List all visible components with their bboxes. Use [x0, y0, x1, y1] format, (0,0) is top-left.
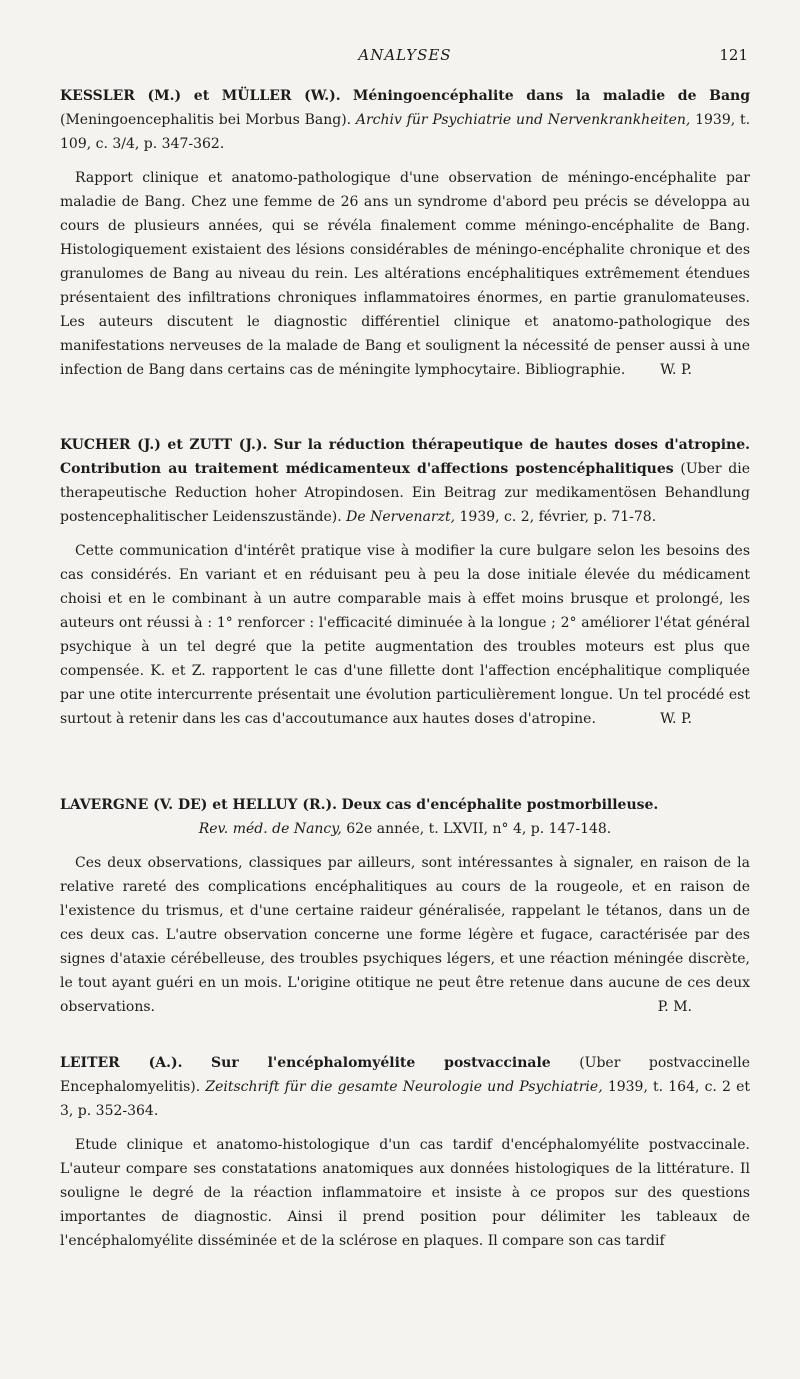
analysis-entry: [60, 433, 750, 731]
entry-signature: W. P.: [660, 711, 692, 727]
entry-journal: Archiv für Psychiatrie und Nervenkrankheiten,: [355, 112, 691, 128]
entry-source-line: [60, 817, 750, 841]
entry-title: Méningoencéphalite dans la maladie de Bang: [352, 88, 751, 104]
reference: [60, 433, 750, 529]
entry-authors: LEITER (A.).: [60, 1055, 183, 1071]
reference: [60, 1051, 750, 1123]
entry-citation: 1939, t. 109, c. 3/4, p. 347-362.: [60, 112, 751, 152]
analysis-entry: [60, 1051, 750, 1253]
entry-journal: Zeitschrift für die gesamte Neurologie und Psychiatrie,: [205, 1079, 603, 1095]
entry-title: Sur l'encéphalomyélite postvaccinale: [211, 1055, 551, 1071]
entry-body-text: Ces deux observations, classiques par ailleurs, sont intéressantes à signaler, en raison de la relative rareté des complications encéphalitiques au cours de la rougeole, et en raison de l'existence du trismus, et d'une certaine raideur généralisée, rappelant le tétanos, dans un de ces deux cas. L'autre observation concerne une forme légère et fugace, caractérisée par des signes d'ataxie cérébelleuse, des troubles psychiques légers, et une réaction méningée discrète, le tout ayant guéri en un mois. L'origine otitique ne peut être retenue dans aucune de ces deux observations.: [60, 855, 750, 1015]
entry-body-text: Etude clinique et anatomo-histologique d'un cas tardif d'encéphalomyélite postvaccinale. L'auteur compare ses constatations anatomiques aux données histologiques de la littérature. Il souligne le degré de la réaction inflammatoire et insiste à ce propos sur des questions importantes de diagnostic. Ainsi il prend position pour délimiter les tableaux de l'encéphalomyélite disséminée et de la sclérose en plaques. Il compare son cas tardif: [60, 1137, 750, 1249]
reference: [60, 84, 750, 156]
page-number: 121: [719, 46, 748, 64]
entry-citation: 1939, t. 164, c. 2 et 3, p. 352-364.: [60, 1079, 751, 1119]
entry-body: [60, 1133, 750, 1253]
entry-signature: P. M.: [657, 999, 692, 1015]
entry-authors: KUCHER (J.) et ZUTT (J.).: [60, 437, 268, 453]
journal-page: [60, 0, 750, 1379]
entry-body: [60, 539, 750, 731]
entry-title: Sur la réduction thérapeutique de hautes doses d'atropine. Contribution au traitement médicamenteux d'affections postencéphalitiques: [60, 437, 751, 477]
entry-title: Deux cas d'encéphalite postmorbilleuse.: [341, 797, 659, 813]
reference: [60, 793, 750, 841]
entry-citation: 1939, c. 2, février, p. 71-78.: [459, 509, 657, 525]
analysis-entry: [60, 793, 750, 1019]
entry-journal: Rev. méd. de Nancy,: [198, 821, 342, 837]
entry-body-text: Cette communication d'intérêt pratique vise à modifier la cure bulgare selon les besoins des cas considérés. En variant et en réduisant peu à peu la dose initiale élevée du médicament choisi et en le combinant à un autre comparable mais à effet moins brusque et prolongé, les auteurs ont réussi à : 1° renforcer : l'efficacité diminuée à la longue ; 2° améliorer l'état général psychique à un tel degré que la petite augmentation des troubles moteurs est plus que compensée. K. et Z. rapportent le cas d'une fillette dont l'affection encéphalitique compliquée par une otite intercurrente présentait une évolution particulièrement longue. Un tel procédé est surtout à retenir dans les cas d'accoutumance aux hautes doses d'atropine.: [60, 543, 750, 727]
entry-authors: KESSLER (M.) et MÜLLER (W.).: [60, 88, 341, 104]
running-title: ANALYSES: [358, 46, 452, 64]
entry-body: [60, 166, 750, 382]
entry-body: [60, 851, 750, 1019]
entry-journal: De Nervenarzt,: [346, 509, 456, 525]
entry-subtitle: (Uber postvaccinelle Encephalomyelitis).: [60, 1055, 751, 1095]
analysis-entry: [60, 84, 750, 382]
entry-body-text: Rapport clinique et anatomo-pathologique d'une observation de méningo-encéphalite par maladie de Bang. Chez une femme de 26 ans un syndrome d'abord peu précis se développa au cours de plusieurs années, qui se révéla finalement comme méningo-encéphalite de Bang. Histologiquement existaient des lésions considérables de méningo-encéphalite chronique et des granulomes de Bang au niveau du rein. Les altérations encéphalitiques extrêmement étendues présentaient des infiltrations chroniques inflammatoires énormes, en partie granulomateuses. Les auteurs discutent le diagnostic différentiel clinique et anatomo-pathologique des manifestations nerveuses de la malade de Bang et soulignent la nécessité de penser aussi à une infection de Bang dans certains cas de méningite lymphocytaire. Bibliographie.: [60, 170, 750, 378]
entry-citation: 62e année, t. LXVII, n° 4, p. 147-148.: [346, 821, 612, 837]
entry-subtitle: (Uber die therapeutische Reduction hoher Atropindosen. Ein Beitrag zur medikamentösen Behandlung postencephalitischer Leidenszustände).: [60, 461, 751, 525]
entry-signature: W. P.: [660, 362, 692, 378]
entry-authors: LAVERGNE (V. DE) et HELLUY (R.).: [60, 797, 338, 813]
entry-subtitle: (Meningoencephalitis bei Morbus Bang).: [60, 112, 352, 128]
running-head: [60, 46, 750, 70]
